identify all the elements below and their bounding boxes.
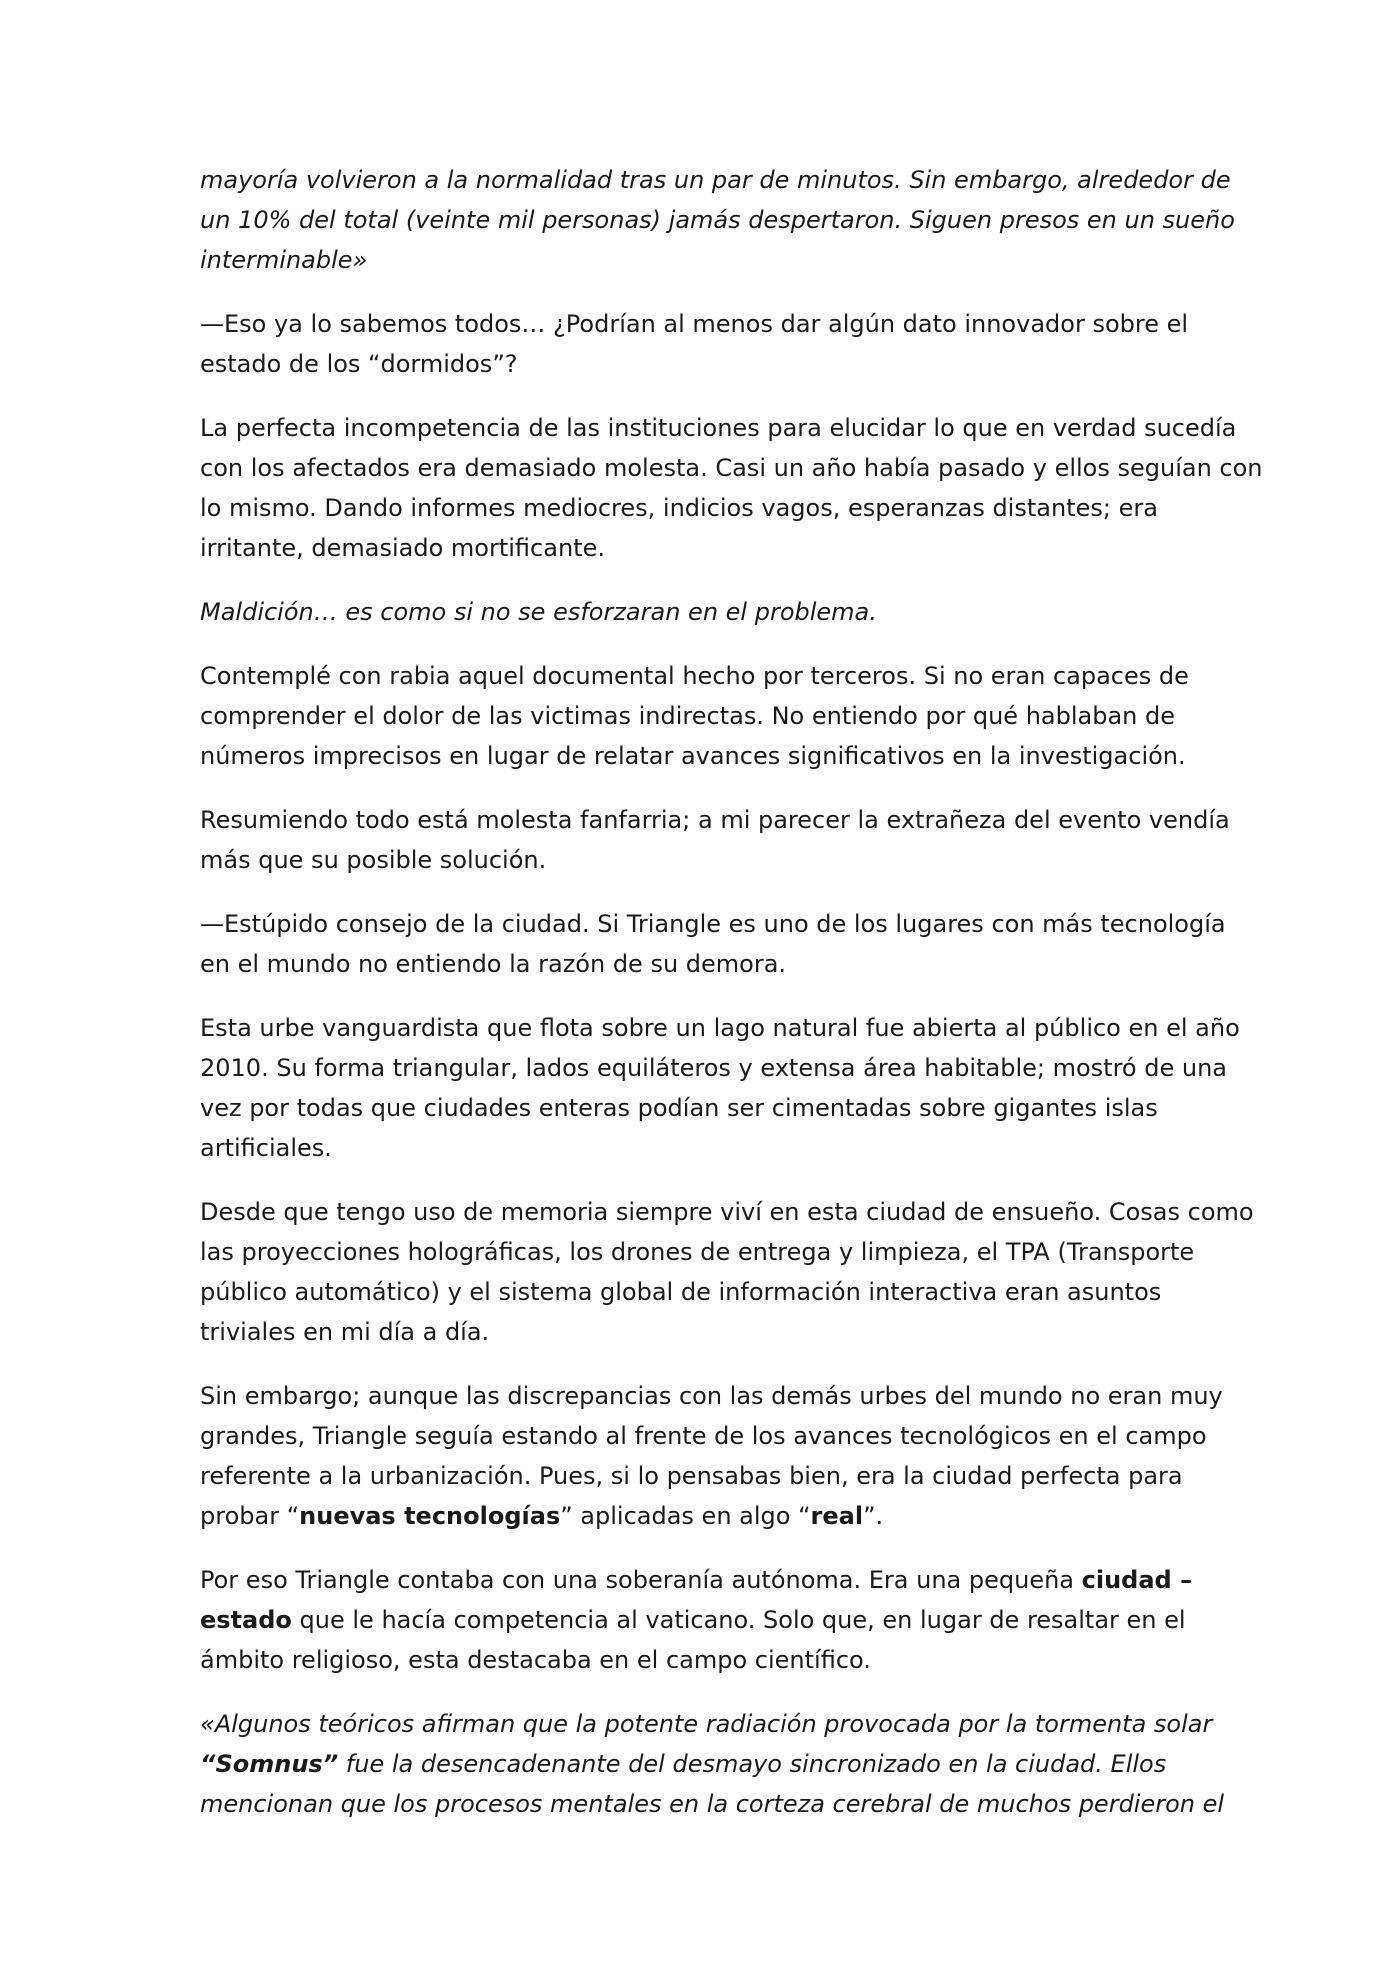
text-segment: —Estúpido consejo de la ciudad. Si Triangle es uno de los lugares con más tecnología: [200, 910, 1226, 938]
text-line: [200, 160, 1231, 200]
text-line: [200, 1600, 1200, 1640]
text-segment: irritante, demasiado mortificante.: [200, 534, 605, 562]
text-segment: números imprecisos en lugar de relatar avances significativos en la investigación.: [200, 742, 1186, 770]
text-line: [200, 800, 1230, 840]
text-segment: vez por todas que ciudades enteras podían ser cimentadas sobre gigantes islas: [200, 1094, 1158, 1122]
text-line: [200, 904, 1226, 944]
paragraph: [200, 800, 1230, 880]
text-segment: triviales en mi día a día.: [200, 1318, 490, 1346]
text-segment: público automático) y el sistema global de información interactiva eran asuntos: [200, 1278, 1162, 1306]
text-line: [200, 1376, 1223, 1416]
text-line: [200, 304, 1200, 344]
text-line: [200, 528, 1200, 568]
text-segment: mayoría volvieron a la normalidad tras un par de minutos. Sin embargo, alrededor de: [200, 166, 1231, 194]
text-segment: que le hacía competencia al vaticano. Solo que, en lugar de resaltar en el: [291, 1606, 1186, 1634]
text-line: [200, 1088, 1200, 1128]
bold-text: real: [810, 1502, 864, 1530]
text-segment: ámbito religioso, esta destacaba en el campo científico.: [200, 1646, 871, 1674]
text-line: [200, 944, 1200, 984]
text-line: [200, 1640, 1200, 1680]
text-line: [200, 344, 1200, 384]
paragraph: [200, 1192, 1254, 1352]
text-segment: en el mundo no entiendo la razón de su demora.: [200, 950, 787, 978]
text-segment: ” aplicadas en algo “: [560, 1502, 811, 1530]
text-segment: «Algunos teóricos afirman que la potente radiación provocada por la tormenta solar: [200, 1710, 1213, 1738]
text-line: [200, 1272, 1200, 1312]
paragraph: [200, 1704, 1225, 1824]
paragraph: [200, 1560, 1200, 1680]
text-line: [200, 1744, 1200, 1784]
text-line: [200, 1416, 1207, 1456]
text-segment: Maldición… es como si no se esforzaran en el problema.: [200, 598, 877, 626]
text-segment: —Eso ya lo sabemos todos… ¿Podrían al menos dar algún dato innovador sobre el: [200, 310, 1189, 338]
text-line: [200, 1048, 1227, 1088]
bold-text: estado: [200, 1606, 292, 1634]
bold-text: “Somnus”: [200, 1750, 339, 1778]
text-segment: artificiales.: [200, 1134, 332, 1162]
text-line: [200, 240, 1200, 280]
paragraph: [200, 1376, 1223, 1536]
text-line: [200, 656, 1200, 696]
text-line: [200, 408, 1237, 448]
text-segment: ”.: [863, 1502, 884, 1530]
paragraph: [200, 904, 1226, 984]
text-segment: Por eso Triangle contaba con una soberanía autónoma. Era una pequeña: [200, 1566, 1082, 1594]
document-page: [200, 160, 1263, 1848]
text-segment: con los afectados era demasiado molesta. Casi un año había pasado y ellos seguían con: [200, 454, 1263, 482]
text-line: [200, 696, 1200, 736]
text-line: [200, 736, 1200, 776]
text-segment: un 10% del total (veinte mil personas) jamás despertaron. Siguen presos en un sueño: [200, 206, 1235, 234]
text-line: [200, 1784, 1225, 1824]
text-segment: 2010. Su forma triangular, lados equiláteros y extensa área habitable; mostró de una: [200, 1054, 1227, 1082]
paragraph: [200, 592, 1200, 632]
text-line: [200, 1312, 1200, 1352]
bold-text: ciudad –: [1081, 1566, 1193, 1594]
text-segment: mencionan que los procesos mentales en la corteza cerebral de muchos perdieron el: [200, 1790, 1225, 1818]
text-line: [200, 1456, 1200, 1496]
text-segment: Esta urbe vanguardista que flota sobre un lago natural fue abierta al público en el año: [200, 1014, 1240, 1042]
text-segment: lo mismo. Dando informes mediocres, indicios vagos, esperanzas distantes; era: [200, 494, 1158, 522]
text-segment: más que su posible solución.: [200, 846, 547, 874]
text-line: [200, 1232, 1200, 1272]
text-line: [200, 592, 1200, 632]
text-segment: fue la desencadenante del desmayo sincronizado en la ciudad. Ellos: [338, 1750, 1167, 1778]
text-line: [200, 488, 1200, 528]
text-line: [200, 200, 1235, 240]
text-segment: interminable»: [200, 246, 368, 274]
text-segment: Desde que tengo uso de memoria siempre viví en esta ciudad de ensueño. Cosas como: [200, 1198, 1254, 1226]
text-line: [200, 448, 1263, 488]
text-line: [200, 840, 1200, 880]
text-line: [200, 1704, 1213, 1744]
paragraph: [200, 160, 1235, 280]
paragraph: [200, 304, 1200, 384]
text-segment: Contemplé con rabia aquel documental hecho por terceros. Si no eran capaces de: [200, 662, 1189, 690]
bold-text: nuevas tecnologías: [299, 1502, 561, 1530]
text-segment: probar “: [200, 1502, 300, 1530]
text-segment: Sin embargo; aunque las discrepancias con las demás urbes del mundo no eran muy: [200, 1382, 1223, 1410]
text-segment: referente a la urbanización. Pues, si lo pensabas bien, era la ciudad perfecta para: [200, 1462, 1183, 1490]
paragraph: [200, 1008, 1240, 1168]
text-line: [200, 1128, 1200, 1168]
text-line: [200, 1560, 1200, 1600]
text-segment: comprender el dolor de las victimas indirectas. No entiendo por qué hablaban de: [200, 702, 1175, 730]
paragraph: [200, 656, 1200, 776]
text-segment: Resumiendo todo está molesta fanfarria; a mi parecer la extrañeza del evento vendía: [200, 806, 1230, 834]
text-line: [200, 1008, 1240, 1048]
text-segment: las proyecciones holográficas, los drones de entrega y limpieza, el TPA (Transporte: [200, 1238, 1195, 1266]
text-line: [200, 1192, 1254, 1232]
paragraph: [200, 408, 1263, 568]
text-segment: La perfecta incompetencia de las instituciones para elucidar lo que en verdad sucedía: [200, 414, 1237, 442]
text-line: [200, 1496, 1200, 1536]
text-segment: estado de los “dormidos”?: [200, 350, 518, 378]
text-segment: grandes, Triangle seguía estando al frente de los avances tecnológicos en el campo: [200, 1422, 1207, 1450]
